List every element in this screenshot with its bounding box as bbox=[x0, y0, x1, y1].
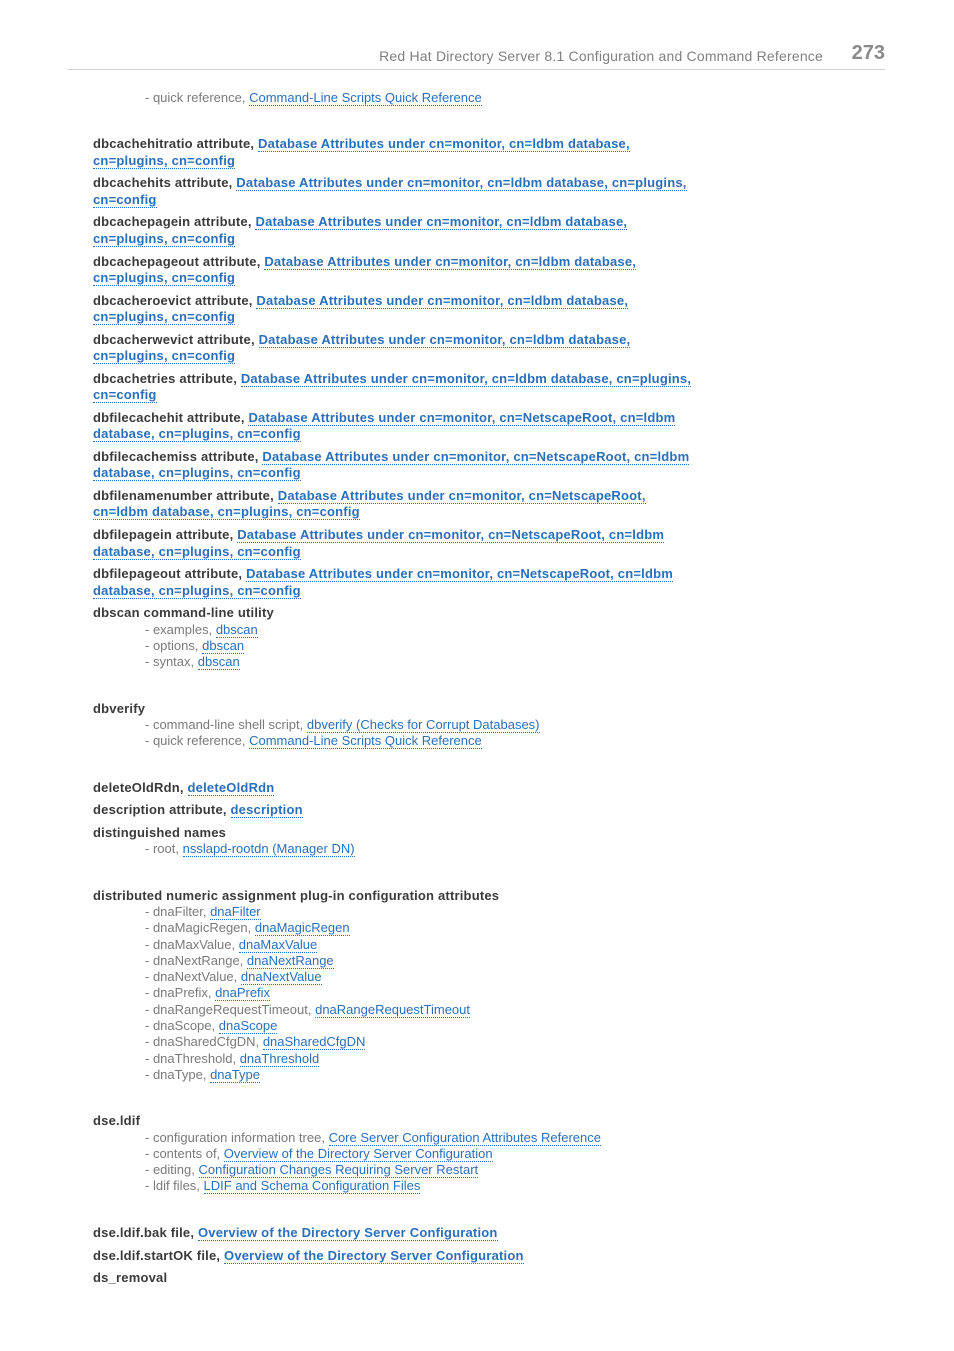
index-link[interactable]: Database Attributes under cn=monitor, cn=ldbm database, cn=plugins, cn=config bbox=[93, 214, 628, 246]
index-link[interactable]: Database Attributes under cn=monitor, cn=ldbm database, cn=plugins, cn=config bbox=[93, 331, 631, 364]
index-entry-dse-ldif: dse.ldif bbox=[93, 1113, 141, 1129]
index-link[interactable]: Database Attributes under cn=monitor, cn=NetscapeRoot, cn=ldbm database, cn=plugins, cn=config bbox=[93, 566, 673, 598]
index-link[interactable]: dnaMaxValue bbox=[238, 936, 318, 952]
page-header bbox=[68, 40, 885, 70]
index-link[interactable]: LDIF and Schema Configuration Files bbox=[203, 1178, 421, 1194]
running-header-title: Red Hat Directory Server 8.1 Configuration and Command Reference bbox=[379, 48, 823, 64]
index-subentry: - ldif files, LDIF and Schema Configuration Files bbox=[145, 1178, 421, 1194]
index-entry-dbfilecachehit: dbfilecachehit attribute, Database Attributes under cn=monitor, cn=NetscapeRoot, cn=ldbm database, cn=plugins, cn=config bbox=[93, 409, 676, 442]
index-link[interactable]: dnaType bbox=[210, 1066, 260, 1082]
index-link[interactable]: dnaRangeRequestTimeout bbox=[315, 1001, 470, 1017]
index-link[interactable]: Overview of the Directory Server Configuration bbox=[224, 1247, 524, 1263]
index-entry-dbscan: dbscan command-line utility bbox=[93, 605, 274, 621]
index-link[interactable]: Database Attributes under cn=monitor, cn=ldbm database, cn=plugins, cn=config bbox=[93, 175, 687, 207]
index-link[interactable]: Database Attributes under cn=monitor, cn=NetscapeRoot, cn=ldbm database, cn=plugins, cn=config bbox=[93, 409, 676, 442]
index-subentry: - editing, Configuration Changes Requiring Server Restart bbox=[145, 1162, 479, 1178]
index-subentry: - dnaType, dnaType bbox=[145, 1066, 260, 1082]
index-subentry: - dnaMagicRegen, dnaMagicRegen bbox=[145, 920, 350, 936]
index-entry-dse-ldif-startok: dse.ldif.startOK file, Overview of the Directory Server Configuration bbox=[93, 1247, 524, 1263]
index-subentry: - syntax, dbscan bbox=[145, 654, 240, 670]
index-subentry: - configuration information tree, Core Server Configuration Attributes Reference bbox=[145, 1129, 601, 1145]
index-entry-dse-ldif-bak: dse.ldif.bak file, Overview of the Directory Server Configuration bbox=[93, 1224, 498, 1240]
page-number: 273 bbox=[851, 42, 885, 64]
index-subentry: - dnaThreshold, dnaThreshold bbox=[145, 1050, 320, 1066]
index-link[interactable]: Command-Line Scripts Quick Reference bbox=[249, 90, 482, 105]
index-subentry: - dnaMaxValue, dnaMaxValue bbox=[145, 936, 318, 952]
index-subentry: - dnaSharedCfgDN, dnaSharedCfgDN bbox=[145, 1034, 366, 1050]
index-content bbox=[93, 90, 693, 1287]
index-subentry: - dnaScope, dnaScope bbox=[145, 1018, 278, 1034]
index-entry-dna: distributed numeric assignment plug-in configuration attributes bbox=[93, 887, 500, 903]
index-subentry: - dnaRangeRequestTimeout, dnaRangeRequestTimeout bbox=[145, 1001, 470, 1017]
index-link[interactable]: dbscan bbox=[215, 621, 258, 637]
index-entry-ds-removal: ds_removal bbox=[93, 1270, 168, 1286]
index-entry-dbfilecachemiss: dbfilecachemiss attribute, Database Attributes under cn=monitor, cn=NetscapeRoot, cn=ldbm database, cn=plugins, cn=config bbox=[93, 449, 690, 481]
index-entry-dbcachepageout: dbcachepageout attribute, Database Attributes under cn=monitor, cn=ldbm database, cn=plugins, cn=config bbox=[93, 253, 637, 285]
index-link[interactable]: Core Server Configuration Attributes Reference bbox=[328, 1129, 601, 1145]
index-entry-description: description attribute, description bbox=[93, 802, 303, 818]
index-link[interactable]: dnaThreshold bbox=[239, 1050, 320, 1066]
index-subentry: - dnaFilter, dnaFilter bbox=[145, 903, 261, 919]
index-link[interactable]: dnaSharedCfgDN bbox=[262, 1034, 366, 1050]
index-link[interactable]: Database Attributes under cn=monitor, cn=ldbm database, cn=plugins, cn=config bbox=[93, 370, 692, 403]
index-link[interactable]: description bbox=[230, 802, 303, 818]
index-entry-dbcachetries: dbcachetries attribute, Database Attributes under cn=monitor, cn=ldbm database, cn=plugins, cn=config bbox=[93, 370, 692, 403]
index-link[interactable]: dbscan bbox=[202, 638, 245, 654]
index-link[interactable]: Overview of the Directory Server Configuration bbox=[223, 1145, 493, 1161]
index-entry-dbcachepagein: dbcachepagein attribute, Database Attributes under cn=monitor, cn=ldbm database, cn=plugins, cn=config bbox=[93, 214, 628, 246]
index-link[interactable]: nsslapd-rootdn (Manager DN) bbox=[182, 841, 355, 857]
index-link[interactable]: deleteOldRdn bbox=[187, 779, 275, 795]
index-subentry: - quick reference, Command-Line Scripts Quick Reference bbox=[145, 90, 482, 105]
index-link[interactable]: dbverify (Checks for Corrupt Databases) bbox=[306, 716, 540, 732]
index-link[interactable]: dnaFilter bbox=[210, 903, 261, 919]
index-entry-dbcacheroevict: dbcacheroevict attribute, Database Attributes under cn=monitor, cn=ldbm database, cn=plugins, cn=config bbox=[93, 292, 629, 324]
index-subentry: - examples, dbscan bbox=[145, 621, 258, 637]
index-subentry: - dnaNextRange, dnaNextRange bbox=[145, 952, 334, 968]
index-subentry: - dnaNextValue, dnaNextValue bbox=[145, 969, 322, 985]
index-entry-dbverify: dbverify bbox=[93, 700, 146, 716]
index-link[interactable]: Database Attributes under cn=monitor, cn=ldbm database, cn=plugins, cn=config bbox=[93, 292, 629, 324]
index-link[interactable]: Command-Line Scripts Quick Reference bbox=[249, 733, 482, 749]
index-subentry: - dnaPrefix, dnaPrefix bbox=[145, 985, 271, 1001]
index-link[interactable]: Overview of the Directory Server Configuration bbox=[197, 1224, 498, 1240]
index-link[interactable]: Database Attributes under cn=monitor, cn=NetscapeRoot, cn=ldbm database, cn=plugins, cn=config bbox=[93, 449, 690, 481]
index-link[interactable]: dnaNextRange bbox=[246, 952, 334, 968]
index-entry-dbfilepageout: dbfilepageout attribute, Database Attributes under cn=monitor, cn=NetscapeRoot, cn=ldbm database, cn=plugins, cn=config bbox=[93, 566, 673, 598]
index-entry-dbfilenamenumber: dbfilenamenumber attribute, Database Attributes under cn=monitor, cn=NetscapeRoot, cn=ldbm database, cn=plugins, cn=config bbox=[93, 488, 646, 520]
index-entry-dbcachehitratio: dbcachehitratio attribute, Database Attributes under cn=monitor, cn=ldbm database, cn=plugins, cn=config bbox=[93, 136, 630, 168]
index-link[interactable]: Database Attributes under cn=monitor, cn=ldbm database, cn=plugins, cn=config bbox=[93, 136, 630, 168]
index-subentry: - contents of, Overview of the Directory Server Configuration bbox=[145, 1145, 493, 1161]
index-entry-dbcachehits: dbcachehits attribute, Database Attributes under cn=monitor, cn=ldbm database, cn=plugins, cn=config bbox=[93, 175, 687, 207]
index-link[interactable]: Configuration Changes Requiring Server Restart bbox=[198, 1162, 479, 1178]
index-subentry: - options, dbscan bbox=[145, 638, 245, 654]
index-link[interactable]: dnaScope bbox=[218, 1018, 278, 1034]
index-link[interactable]: dnaMagicRegen bbox=[254, 920, 350, 936]
index-subentry: - quick reference, Command-Line Scripts Quick Reference bbox=[145, 733, 482, 749]
index-entry-dbcacherwevict: dbcacherwevict attribute, Database Attributes under cn=monitor, cn=ldbm database, cn=plugins, cn=config bbox=[93, 331, 631, 364]
index-entry-deleteoldrdn: deleteOldRdn, deleteOldRdn bbox=[93, 779, 275, 795]
index-link[interactable]: Database Attributes under cn=monitor, cn=ldbm database, cn=plugins, cn=config bbox=[93, 253, 637, 285]
index-link[interactable]: dbscan bbox=[197, 654, 240, 670]
index-link[interactable]: Database Attributes under cn=monitor, cn=NetscapeRoot, cn=ldbm database, cn=plugins, cn=config bbox=[93, 527, 665, 559]
index-subentry: - command-line shell script, dbverify (Checks for Corrupt Databases) bbox=[145, 716, 540, 732]
index-entry-dbfilepagein: dbfilepagein attribute, Database Attributes under cn=monitor, cn=NetscapeRoot, cn=ldbm database, cn=plugins, cn=config bbox=[93, 527, 665, 559]
index-link[interactable]: dnaPrefix bbox=[215, 985, 271, 1001]
index-link[interactable]: Database Attributes under cn=monitor, cn=NetscapeRoot, cn=ldbm database, cn=plugins, cn=config bbox=[93, 488, 646, 520]
index-link[interactable]: dnaNextValue bbox=[240, 969, 322, 985]
index-subentry: - root, nsslapd-rootdn (Manager DN) bbox=[145, 841, 355, 857]
index-entry-distinguished-names: distinguished names bbox=[93, 825, 227, 841]
